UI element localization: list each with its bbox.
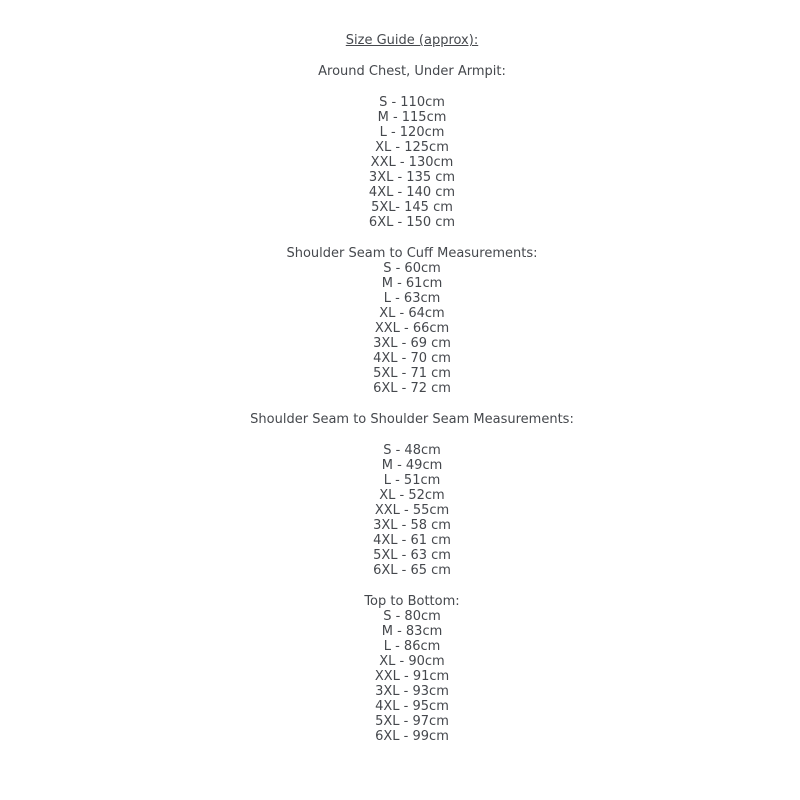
size-line: 3XL - 93cm: [375, 684, 449, 699]
size-list: [24, 95, 800, 230]
size-line: 5XL - 97cm: [375, 714, 449, 729]
size-line: XXL - 55cm: [374, 503, 450, 518]
size-line: S - 110cm: [379, 95, 445, 110]
size-line: M - 115cm: [377, 110, 447, 125]
size-line: S - 60cm: [383, 261, 441, 276]
size-line: 4XL - 140 cm: [368, 185, 456, 200]
section-heading: Shoulder Seam to Shoulder Seam Measurements:: [250, 412, 574, 427]
size-line: L - 120cm: [379, 125, 445, 140]
size-line: 3XL - 58 cm: [373, 518, 451, 533]
size-line: 3XL - 69 cm: [373, 336, 451, 351]
size-line: 3XL - 135 cm: [368, 170, 456, 185]
size-line: 6XL - 65 cm: [373, 563, 451, 578]
size-line: 4XL - 61 cm: [373, 533, 451, 548]
size-line: 5XL- 145 cm: [371, 200, 453, 215]
size-line: 6XL - 99cm: [375, 729, 449, 744]
size-line: XXL - 66cm: [374, 321, 450, 336]
size-line: S - 48cm: [383, 443, 441, 458]
size-line: XXL - 91cm: [374, 669, 450, 684]
section-heading: Top to Bottom:: [364, 594, 460, 609]
size-line: XL - 52cm: [379, 488, 445, 503]
size-list: [24, 261, 800, 396]
size-line: XXL - 130cm: [370, 155, 454, 170]
size-list: [24, 609, 800, 744]
size-line: L - 51cm: [383, 473, 441, 488]
size-line: L - 63cm: [383, 291, 441, 306]
size-line: L - 86cm: [383, 639, 441, 654]
size-line: S - 80cm: [383, 609, 441, 624]
size-line: M - 61cm: [381, 276, 443, 291]
page-title: Size Guide (approx):: [345, 33, 479, 48]
size-line: M - 49cm: [381, 458, 443, 473]
size-line: 5XL - 63 cm: [373, 548, 451, 563]
size-line: M - 83cm: [381, 624, 443, 639]
size-line: 4XL - 70 cm: [373, 351, 451, 366]
size-line: 6XL - 150 cm: [368, 215, 456, 230]
section-heading: Around Chest, Under Armpit:: [318, 64, 506, 79]
section-heading: Shoulder Seam to Cuff Measurements:: [286, 246, 538, 261]
size-line: 5XL - 71 cm: [373, 366, 451, 381]
size-line: XL - 125cm: [375, 140, 449, 155]
size-line: XL - 64cm: [379, 306, 445, 321]
size-line: XL - 90cm: [379, 654, 445, 669]
size-line: 6XL - 72 cm: [373, 381, 451, 396]
size-guide-sections: [24, 64, 800, 744]
size-list: [24, 443, 800, 578]
size-line: 4XL - 95cm: [375, 699, 449, 714]
